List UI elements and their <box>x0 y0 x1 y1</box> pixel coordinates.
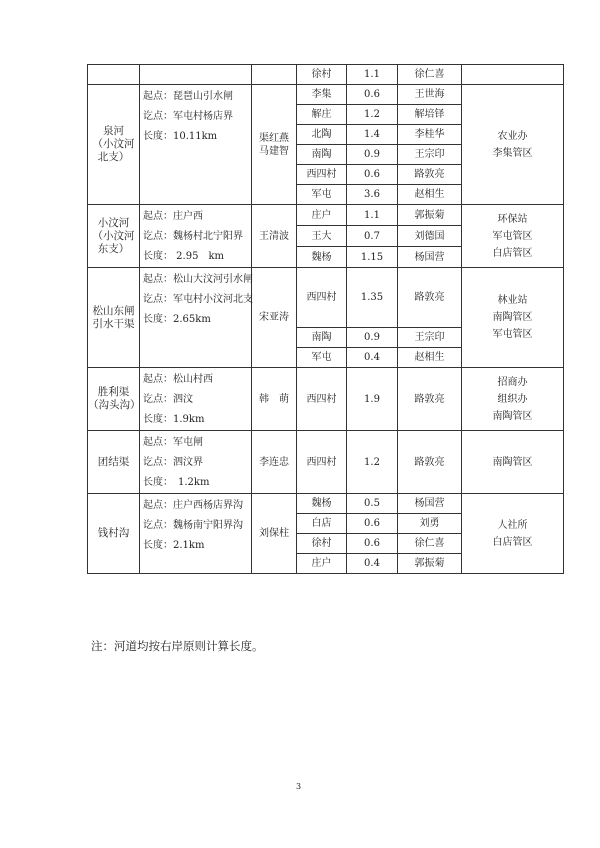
village-cell: 军屯 <box>297 348 347 368</box>
length-cell: 0.6 <box>347 534 398 554</box>
end-point: 讫点：军屯村杨店界 <box>143 111 233 122</box>
village-leader-cell: 李桂华 <box>398 125 462 145</box>
length-cell: 0.4 <box>347 348 398 368</box>
river-name-cell <box>88 368 140 431</box>
village-leader-cell: 郭振菊 <box>398 205 462 226</box>
length-cell: 0.5 <box>347 494 398 514</box>
responsible-unit: 南陶管区 <box>492 410 533 422</box>
village-leader-cell: 赵相生 <box>398 348 462 368</box>
length-cell: 1.4 <box>347 125 398 145</box>
river-chief-cell <box>252 268 297 368</box>
river-extent-cell <box>140 431 252 494</box>
river-extent-cell <box>140 494 252 574</box>
river-extent <box>140 494 251 556</box>
river-name-line: 北支） <box>97 151 130 163</box>
responsible-unit: 军屯管区 <box>492 230 533 242</box>
village-leader-cell: 杨国营 <box>398 247 462 268</box>
empty-cell <box>462 65 564 85</box>
responsible-unit: 农业办 <box>497 130 528 142</box>
village-cell: 南陶 <box>297 328 347 348</box>
river-name-cell <box>88 494 140 574</box>
village-leader-cell: 杨国营 <box>398 494 462 514</box>
village-cell: 西四村 <box>297 268 347 328</box>
table-row <box>88 65 564 85</box>
end-point: 讫点：泗汶 <box>143 394 193 405</box>
length-cell: 0.6 <box>347 85 398 105</box>
river-chief-table <box>87 64 564 574</box>
length-cell: 0.4 <box>347 554 398 574</box>
length-cell: 0.9 <box>347 145 398 165</box>
river-extent-cell <box>140 85 252 205</box>
table-row <box>88 85 564 105</box>
responsible-unit: 南陶管区 <box>492 312 533 323</box>
village-leader-cell: 赵相生 <box>398 185 462 205</box>
village-cell: 徐村 <box>297 65 347 85</box>
responsible-unit: 白店管区 <box>492 536 533 548</box>
river-extent-cell <box>140 268 252 368</box>
river-name-cell <box>88 205 140 268</box>
responsible-unit-cell <box>462 85 564 205</box>
start-point: 起点：军屯闸 <box>143 437 203 448</box>
village-leader-cell: 刘德国 <box>398 226 462 247</box>
village-cell: 白店 <box>297 514 347 534</box>
village-leader-cell: 郭振菊 <box>398 554 462 574</box>
village-leader-cell: 王宗印 <box>398 145 462 165</box>
responsible-unit: 环保站 <box>497 213 528 225</box>
responsible-unit-cell <box>462 268 564 368</box>
village-cell: 庄户 <box>297 554 347 574</box>
length-cell: 3.6 <box>347 185 398 205</box>
length-cell: 1.2 <box>347 431 398 494</box>
responsible-unit-cell <box>462 205 564 268</box>
village-cell: 徐村 <box>297 534 347 554</box>
page-number: 3 <box>296 782 302 791</box>
river-chief: 王清波 <box>259 230 289 242</box>
village-cell: 庄户 <box>297 205 347 226</box>
start-point: 起点：庄户西 <box>143 211 203 222</box>
length-cell: 0.9 <box>347 328 398 348</box>
village-cell: 北陶 <box>297 125 347 145</box>
river-name-line: 东支） <box>97 242 130 255</box>
end-point: 讫点：泗汶界 <box>143 457 203 468</box>
empty-cell <box>252 65 297 85</box>
river-name-line: 钱村沟 <box>97 527 130 539</box>
river-extent-cell <box>140 368 252 431</box>
length-cell: 0.7 <box>347 226 398 247</box>
river-extent <box>140 431 251 493</box>
table-row <box>88 368 564 389</box>
village-cell: 解庄 <box>297 105 347 125</box>
river-name-cell <box>88 268 140 368</box>
responsible-unit: 白店管区 <box>492 247 533 259</box>
length-cell: 1.1 <box>347 65 398 85</box>
river-chief-cell <box>252 368 297 431</box>
empty-cell <box>88 65 140 85</box>
start-point: 起点：庄户西杨店界沟 <box>143 500 243 511</box>
start-point: 起点：琵琶山引水闸 <box>143 91 233 102</box>
river-name-line: 引水干渠 <box>92 317 135 330</box>
responsible-unit-cell <box>462 431 564 494</box>
responsible-unit-cell <box>462 368 564 431</box>
river-name-cell <box>88 431 140 494</box>
river-name-line: （小汶河 <box>92 229 135 242</box>
responsible-unit: 南陶管区 <box>492 456 533 468</box>
river-extent <box>140 85 251 147</box>
river-chief-cell <box>252 85 297 205</box>
responsible-unit: 人社所 <box>497 519 528 531</box>
river-name-cell <box>88 85 140 205</box>
river-name-line: 小汶河 <box>97 216 130 229</box>
river-extent <box>140 205 251 267</box>
river-name-line: 胜利渠 <box>97 386 130 398</box>
river-extent <box>140 268 251 330</box>
start-point: 起点：松山村西 <box>143 374 213 385</box>
end-point: 讫点：魏杨南宁阳界沟 <box>143 520 243 531</box>
river-length: 长度： 1.2km <box>143 477 210 488</box>
river-length: 长度：10.11km <box>143 131 218 142</box>
village-leader-cell: 路敦亮 <box>398 431 462 494</box>
length-cell: 1.15 <box>347 247 398 268</box>
end-point: 讫点：军屯村小汶河北支 <box>143 294 253 305</box>
village-leader-cell: 路敦亮 <box>398 368 462 431</box>
river-chief: 宋亚涛 <box>259 312 289 323</box>
table-row <box>88 268 564 288</box>
responsible-unit: 林业站 <box>497 295 528 306</box>
length-cell: 1.9 <box>347 368 398 431</box>
village-leader-cell: 徐仁喜 <box>398 65 462 85</box>
river-length: 长度： 2.95 km <box>143 251 224 262</box>
river-name-line: （沟头沟） <box>88 399 141 411</box>
river-chief-line: 马建智 <box>259 145 289 157</box>
river-length: 长度：1.9km <box>143 414 205 425</box>
river-extent-cell <box>140 205 252 268</box>
river-chief-line: 渠红燕 <box>259 132 289 144</box>
village-cell: 西四村 <box>297 165 347 185</box>
village-cell: 军屯 <box>297 185 347 205</box>
river-extent <box>140 368 251 430</box>
village-cell: 魏杨 <box>297 494 347 514</box>
village-cell: 李集 <box>297 85 347 105</box>
length-cell: 1.35 <box>347 268 398 328</box>
village-cell: 魏杨 <box>297 247 347 268</box>
responsible-unit: 组织办 <box>497 393 528 405</box>
start-point: 起点：松山大汶河引水闸 <box>143 274 253 285</box>
length-cell: 0.6 <box>347 165 398 185</box>
river-name-line: 松山东闸 <box>92 304 135 317</box>
village-leader-cell: 路敦亮 <box>398 165 462 185</box>
river-name-line: 泉河 <box>103 125 124 137</box>
village-leader-cell: 刘勇 <box>398 514 462 534</box>
table-row <box>88 205 564 226</box>
village-cell: 西四村 <box>297 368 347 431</box>
length-cell: 1.2 <box>347 105 398 125</box>
table-row <box>88 494 564 514</box>
village-cell: 南陶 <box>297 145 347 165</box>
river-length: 长度：2.65km <box>143 314 211 325</box>
village-leader-cell: 路敦亮 <box>398 268 462 328</box>
village-leader-cell: 解培铎 <box>398 105 462 125</box>
table-row <box>88 431 564 452</box>
river-length: 长度：2.1km <box>143 540 205 551</box>
responsible-unit: 李集管区 <box>492 147 533 159</box>
village-cell: 西四村 <box>297 431 347 494</box>
end-point: 讫点：魏杨村北宁阳界 <box>143 231 243 242</box>
village-cell: 王大 <box>297 226 347 247</box>
river-chief: 刘保柱 <box>259 528 289 539</box>
responsible-unit: 军屯管区 <box>492 329 533 340</box>
village-leader-cell: 王宗印 <box>398 328 462 348</box>
river-name-line: （小汶河 <box>92 138 135 150</box>
empty-cell <box>140 65 252 85</box>
length-cell: 1.1 <box>347 205 398 226</box>
river-name-line: 团结渠 <box>97 455 130 468</box>
responsible-unit: 招商办 <box>497 376 528 388</box>
village-leader-cell: 徐仁喜 <box>398 534 462 554</box>
river-chief-cell <box>252 494 297 574</box>
village-leader-cell: 王世海 <box>398 85 462 105</box>
river-chief-cell <box>252 205 297 268</box>
length-cell: 0.6 <box>347 514 398 534</box>
footnote: 注：河道均按右岸原则计算长度。 <box>91 639 264 653</box>
river-chief-cell <box>252 431 297 494</box>
river-chief: 韩 萌 <box>259 393 289 405</box>
responsible-unit-cell <box>462 494 564 574</box>
river-chief: 李连忠 <box>259 456 289 468</box>
